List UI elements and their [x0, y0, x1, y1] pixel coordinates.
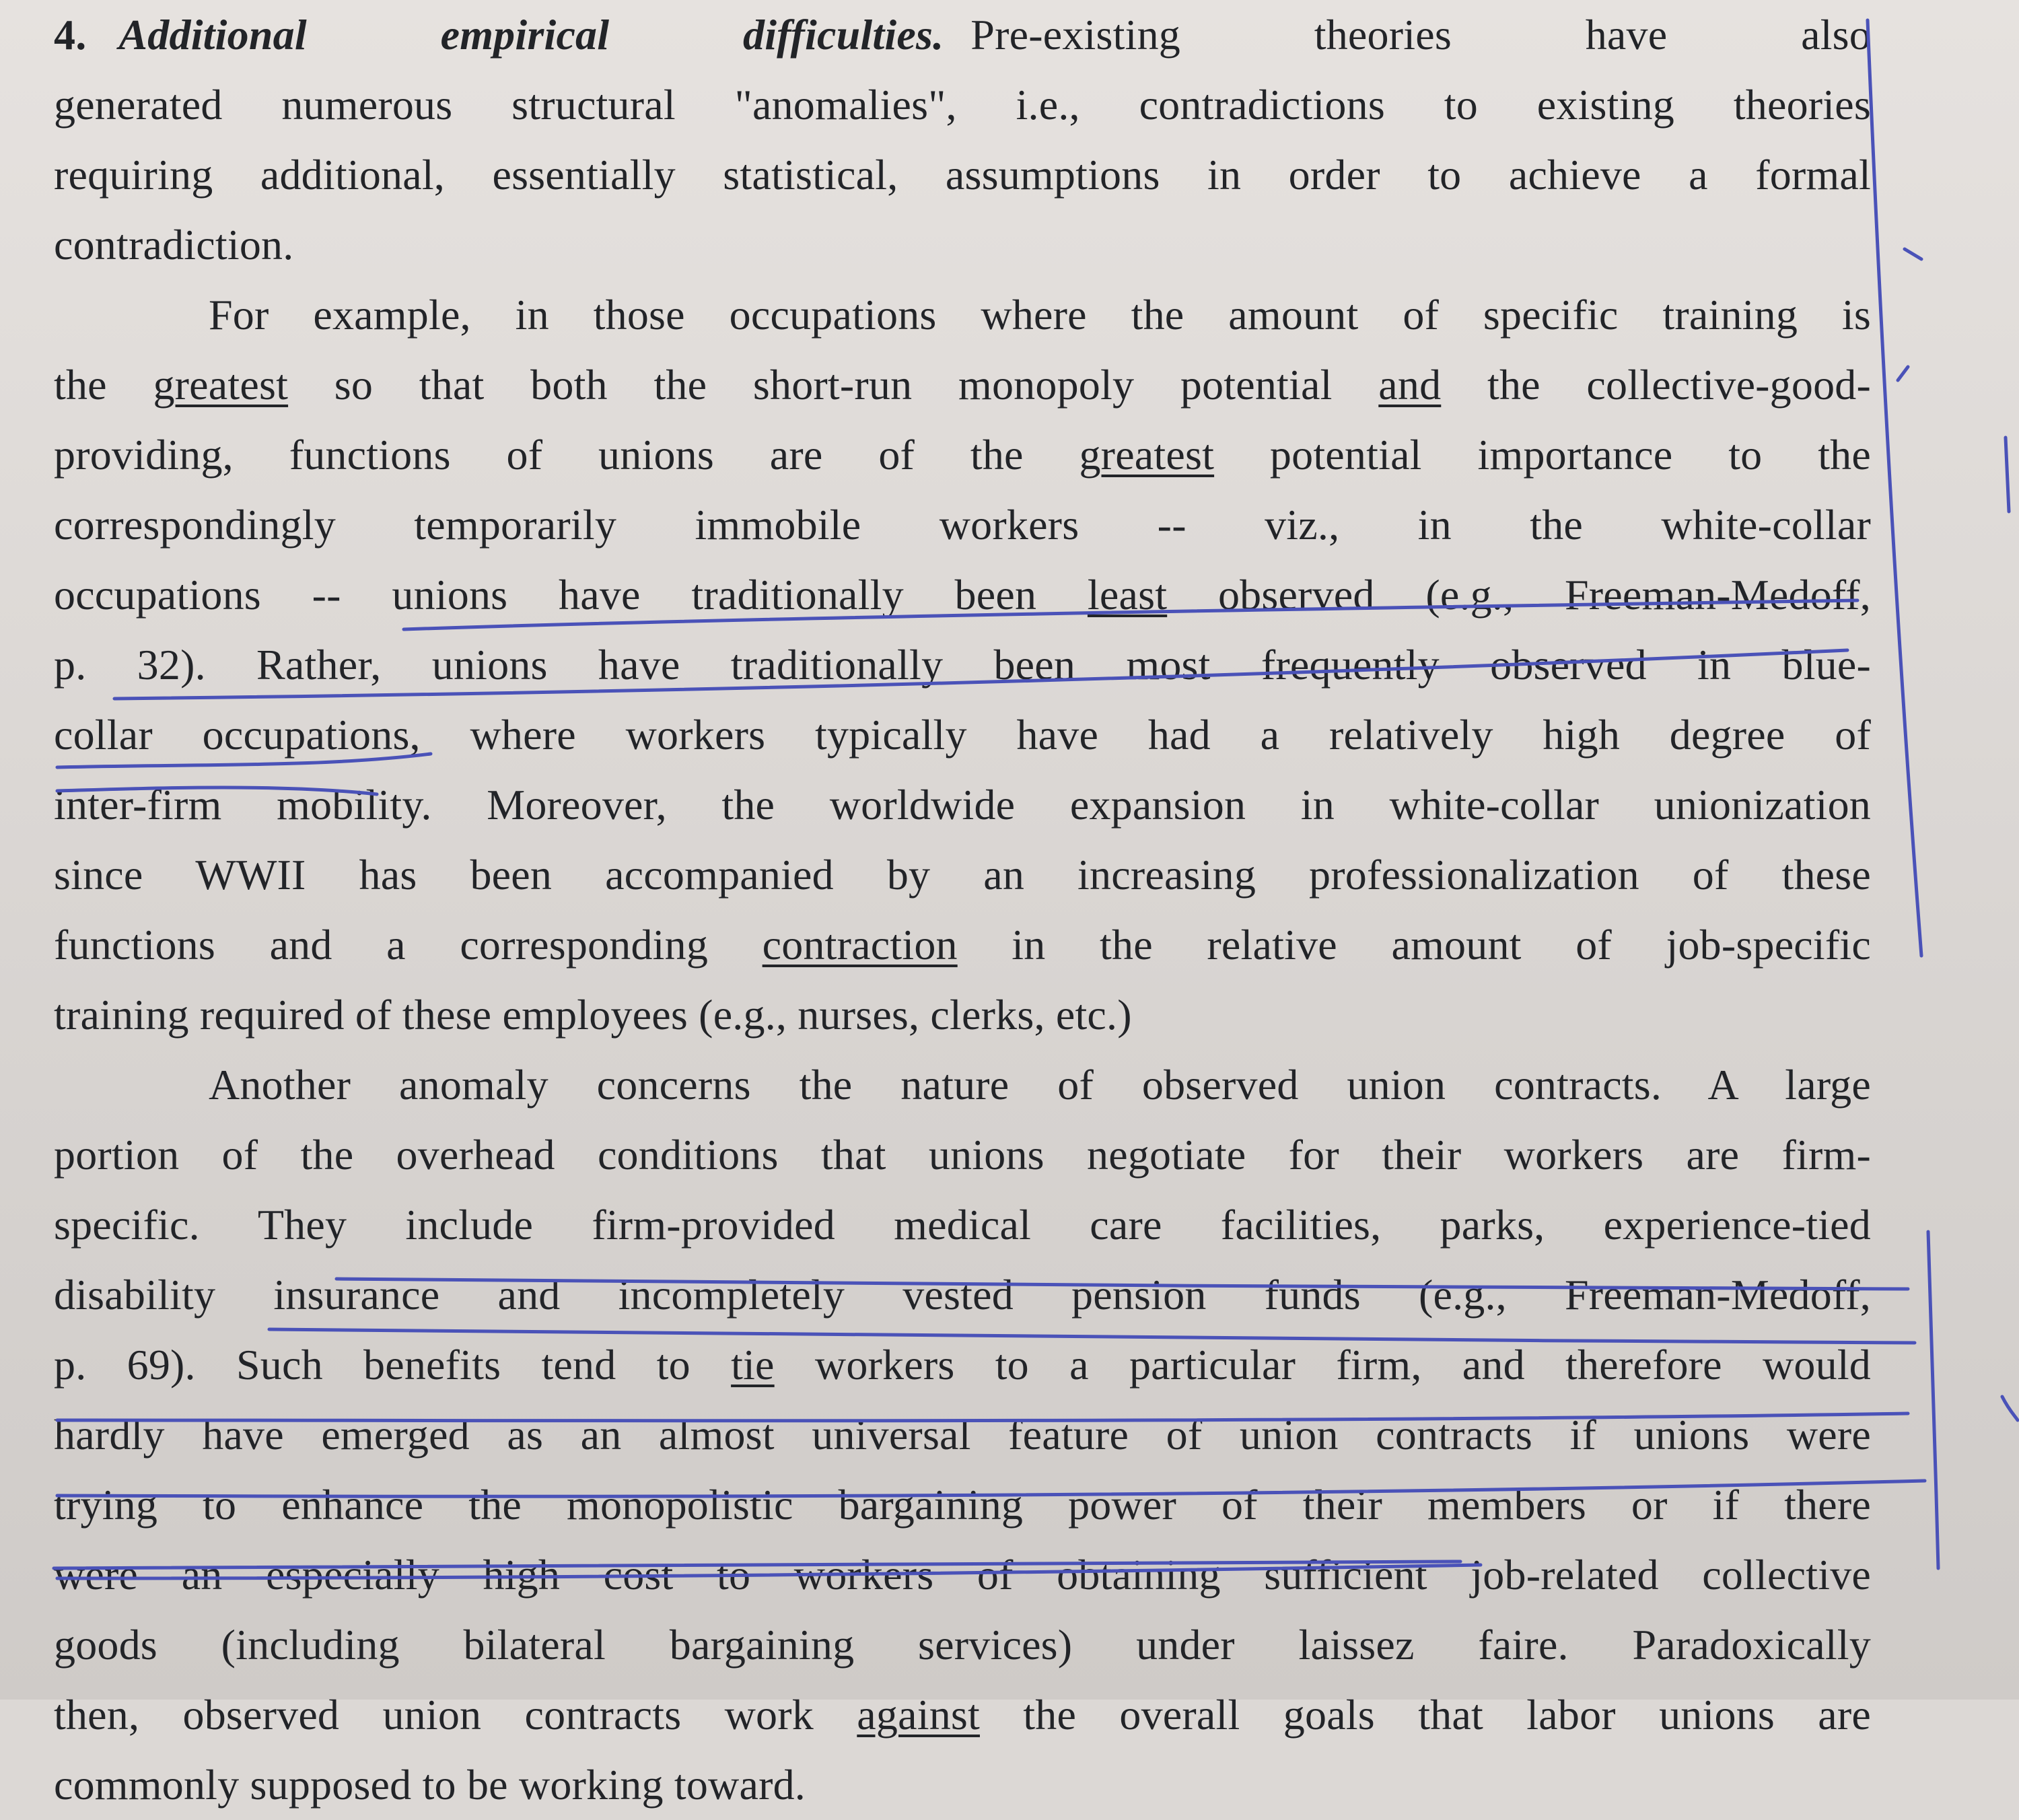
line-1-rest: Pre-existing theories have also: [970, 11, 1871, 59]
text-line-8: correspondingly temporarily immobile workers -- viz., in the white-collar: [54, 501, 1871, 549]
text-line-3: requiring additional, essentially statistical, assumptions in order to achieve a formal: [54, 151, 1871, 199]
text-line-7: [54, 420, 1871, 490]
margin-tick-4: [2002, 1397, 2018, 1420]
text-line-22: trying to enhance the monopolistic bargaining power of their members or if there: [54, 1481, 1871, 1529]
line-25-part-c: the overall goals that labor unions are: [979, 1691, 1872, 1739]
text-line-13: since WWII has been accompanied by an increasing professionalization of these: [54, 851, 1871, 899]
underlined-word-greatest: greatest: [153, 361, 289, 409]
margin-tick-1: [1905, 249, 1921, 259]
text-line-23: were an especially high cost to workers of obtaining sufficient job-related collective: [54, 1551, 1871, 1599]
margin-tick-2: [1898, 367, 1908, 380]
line-6-part-e: the collective-good-: [1441, 361, 1871, 409]
text-line-9: [54, 560, 1871, 630]
margin-tick-3: [2006, 438, 2009, 512]
line-9-part-a: occupations -- unions have traditionally been: [54, 571, 1088, 619]
underlined-word-and: and: [1378, 361, 1442, 409]
section-number: 4.: [54, 11, 87, 59]
line-25-part-a: then, observed union contracts work: [54, 1691, 857, 1739]
line-20-part-c: workers to a particular firm, and therefore would: [774, 1341, 1872, 1389]
line-7-part-a: providing, functions of unions are of the: [54, 431, 1079, 479]
underlined-word-greatest-2: greatest: [1079, 431, 1215, 479]
underlined-word-tie: tie: [731, 1341, 775, 1389]
text-line-25: [54, 1680, 1871, 1750]
text-line-1: [54, 0, 1871, 70]
text-line-12: inter-firm mobility. Moreover, the worldwide expansion in white-collar unionization: [54, 781, 1871, 829]
line-9-part-c: observed (e.g., Freeman-Medoff,: [1167, 571, 1871, 619]
text-line-5: For example, in those occupations where the amount of specific training is: [209, 291, 1871, 339]
text-line-16: Another anomaly concerns the nature of observed union contracts. A large: [209, 1061, 1871, 1109]
body-text: [54, 0, 1871, 1820]
text-line-21: hardly have emerged as an almost universal feature of union contracts if unions were: [54, 1411, 1871, 1459]
margin-bar-2: [1928, 1232, 1938, 1568]
text-line-18: specific. They include firm-provided medical care facilities, parks, experience-tied: [54, 1201, 1871, 1249]
line-7-part-c: potential importance to the: [1214, 431, 1871, 479]
text-line-17: portion of the overhead conditions that unions negotiate for their workers are firm-: [54, 1131, 1871, 1179]
margin-bar-1: [1868, 20, 1921, 956]
text-line-2: generated numerous structural "anomalies", i.e., contradictions to existing theories: [54, 81, 1871, 129]
text-line-4: contradiction.: [54, 221, 294, 269]
text-line-15: training required of these employees (e.g., nurses, clerks, etc.): [54, 991, 1132, 1039]
text-line-11: collar occupations, where workers typically have had a relatively high degree of: [54, 711, 1871, 759]
underlined-word-contraction: contraction: [762, 921, 958, 969]
line-6-part-c: so that both the short-run monopoly potential: [288, 361, 1379, 409]
text-line-14: [54, 910, 1871, 980]
text-line-19: disability insurance and incompletely vested pension funds (e.g., Freeman-Medoff,: [54, 1271, 1871, 1319]
text-line-6: [54, 350, 1871, 420]
section-title: Additional empirical difficulties.: [118, 11, 944, 59]
line-6-part-a: the: [54, 361, 153, 409]
text-line-26: commonly supposed to be working toward.: [54, 1761, 806, 1809]
text-line-20: [54, 1330, 1871, 1400]
line-14-part-c: in the relative amount of job-specific: [957, 921, 1871, 969]
line-20-part-a: p. 69). Such benefits tend to: [54, 1341, 732, 1389]
text-line-24: goods (including bilateral bargaining services) under laissez faire. Paradoxically: [54, 1621, 1871, 1669]
line-14-part-a: functions and a corresponding: [54, 921, 763, 969]
underlined-word-against: against: [857, 1691, 980, 1739]
underlined-word-least: least: [1087, 571, 1168, 619]
text-line-10: p. 32). Rather, unions have traditionally been most frequently observed in blue-: [54, 641, 1871, 689]
